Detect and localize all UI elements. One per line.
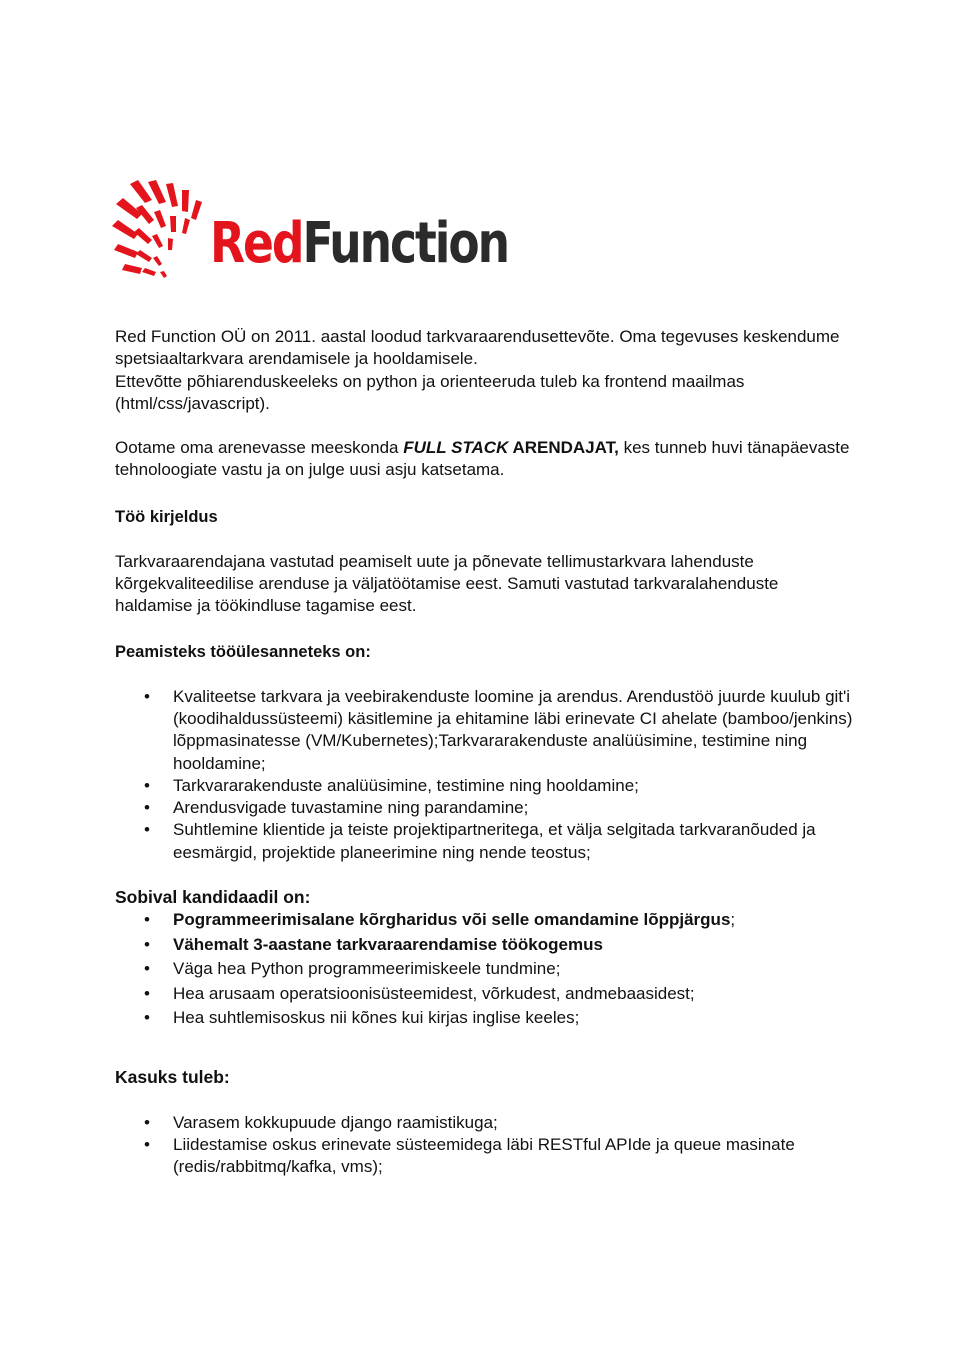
list-item: • Kvaliteetse tarkvara ja veebirakenduste loomine ja arendus. Arendustöö juurde kuulub git'i (koodihaldussüsteemi) käsitlemine ja ehitamine läbi erinevate CI ahelate (bamboo/jenkins) lõppmasinatesse (VM/Kubernetes);Tarkvararakenduste analüüsimine, testimine ning hooldamine; xyxy=(173,686,855,775)
job-posting xyxy=(115,326,855,1178)
company-logo xyxy=(112,178,556,284)
intro-paragraph-1: Red Function OÜ on 2011. aastal loodud tarkvaraarendusettevõte. Oma tegevuses keskendume spetsiaaltarkvara arendamisele ja hooldamisele. xyxy=(115,327,840,369)
logo-text-red: Red xyxy=(210,211,324,276)
bonus-list xyxy=(115,1112,855,1179)
tasks-heading: Peamisteks tööülesanneteks on: xyxy=(115,642,371,661)
candidate-item-1-tail: ; xyxy=(730,910,736,930)
bonus-heading: Kasuks tuleb: xyxy=(115,1066,230,1087)
list-item: • Hea suhtlemisoskus nii kõnes kui kirjas inglise keeles; xyxy=(173,1006,855,1031)
candidate-item-2-bold: Vähemalt 3-aastane tarkvaraarendamise töökogemus xyxy=(173,934,603,954)
list-item: • Tarkvararakenduste analüüsimine, testimine ning hooldamine; xyxy=(173,775,855,797)
list-item xyxy=(173,933,855,958)
offer-role-bold: ARENDAJAT, xyxy=(508,438,619,458)
offer-after: kes tunneb huvi tänapäevaste tehnoloogiate vastu ja on julge uusi asju katsetama. xyxy=(115,438,850,480)
description-text: Tarkvaraarendajana vastutad peamiselt uute ja põnevate tellimustarkvara lahenduste kõrgekvaliteedilise arenduse ja väljatöötamise eest. Samuti vastutad tarkvaralahenduste haldamise ja töökindluse tagamise eest. xyxy=(115,551,779,616)
list-item: • Väga hea Python programmeerimiskeele tundmine; xyxy=(173,957,855,982)
offer-role-italic: FULL STACK xyxy=(403,438,509,458)
list-item: • Arendusvigade tuvastamine ning parandamine; xyxy=(173,797,855,819)
svg-text:RedFunction xyxy=(210,211,556,276)
logo-text-dark: Function xyxy=(302,211,556,276)
offer-paragraph xyxy=(115,437,855,482)
list-item: • Varasem kokkupuude django raamistikuga; xyxy=(173,1112,855,1134)
candidate-list xyxy=(115,908,855,1031)
list-item xyxy=(173,908,855,933)
tasks-list xyxy=(115,686,855,864)
intro-paragraph-2: Ettevõtte põhiarenduskeeleks on python ja orienteeruda tuleb ka frontend maailmas (html/css/javascript). xyxy=(115,371,745,413)
list-item: • Hea arusaam operatsioonisüsteemidest, võrkudest, andmebaasidest; xyxy=(173,982,855,1007)
candidate-item-1-bold: Pogrammeerimisalane kõrgharidus või selle omandamine lõppjärgus xyxy=(173,910,731,930)
list-item: • Liidestamise oskus erinevate süsteemidega läbi RESTful APIde ja queue masinate (redis/rabbitmq/kafka, vms); xyxy=(173,1134,855,1179)
redfunction-logo-icon xyxy=(112,178,556,284)
description-heading: Töö kirjeldus xyxy=(115,507,218,526)
offer-before: Ootame oma arenevasse meeskonda xyxy=(115,438,404,458)
candidate-heading: Sobival kandidaadil on: xyxy=(115,887,311,908)
list-item: • Suhtlemine klientide ja teiste projektipartneritega, et välja selgitada tarkvaranõuded ja eesmärgid, projektide planeerimine ning nende teostus; xyxy=(173,819,855,864)
